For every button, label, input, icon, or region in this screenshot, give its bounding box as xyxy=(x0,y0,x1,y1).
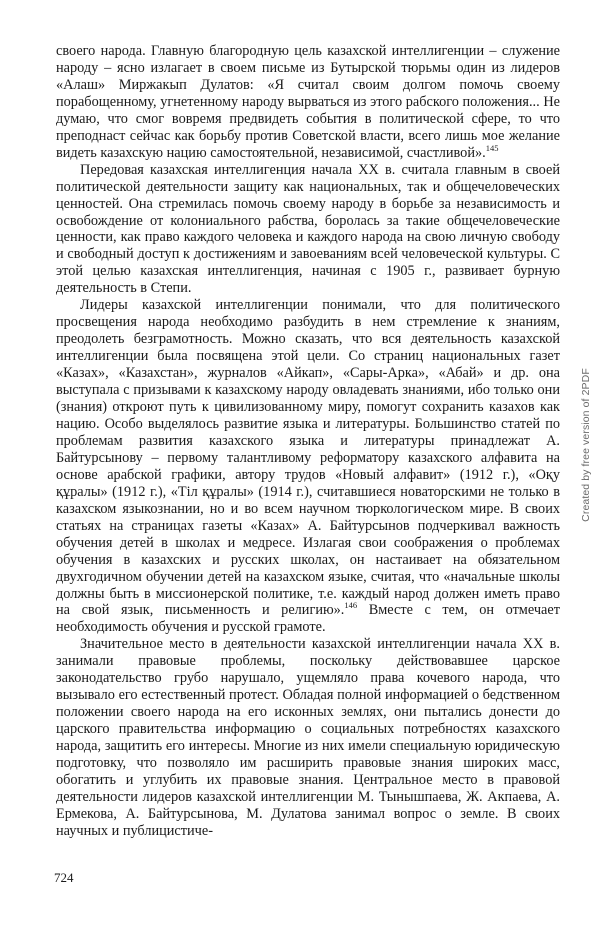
paragraph-3 xyxy=(56,297,560,636)
paragraph-3-text-end: Вместе с тем, он отмечает необходимость обучения и русской грамоте. xyxy=(56,602,560,636)
footnote-146: 146 xyxy=(344,600,358,611)
page-body xyxy=(56,43,560,840)
paragraph-3-text: Лидеры казахской интеллигенции понимали, что для политического просвещения народа необходимо разбудить в нем стремление к знаниям, преодолеть безграмотность. Можно сказать, что вся деятельность казахской интеллигенции была посвящена этой цели. Со страниц национальных газет «Казах», «Казахстан», журналов «Айкап», «Сары-Арка», «Абай» и др. она выступала с призывами к казахскому народу овладевать знаниями, ибо только они (знания) откроют путь к цивилизованному миру, помогут сохранить казахов как нацию. Особо выделялось развитие языка и литературы. Большинство статей по проблемам развития казахского языка и литературы принадлежат А. Байтурсынову – первому талантливому реформатору казахского алфавита на основе арабской графики, автору трудов «Новый алфавит» (1912 г.), «Оқу құралы» (1912 г.), «Тіл құралы» (1914 г.), считавшиеся новаторскими не только в казахском языкознании, но и во всем научном тюркологическом мире. В своих статьях на страницах газеты «Казах» А. Байтурсынов подчеркивал важность обучения детей в школах и медресе. Излагая свои соображения о проблемах обучения в казахских и русских школах, он настаивает на обязательном двухгодичном обучении детей на казахском языке, считая, что «начальные школы должны быть в миссионерской политике, т.е. каждый народ должен иметь право на свой язык, письменность и религию». xyxy=(56,297,560,619)
paragraph-1 xyxy=(56,43,560,162)
paragraph-1-text: своего народа. Главную благородную цель казахской интеллигенции – служение народу – ясно излагает в своем письме из Бутырской тюрьмы один из лидеров «Алаш» Миржакып Дулатов: «Я считал своим долгом помочь своему порабощенному, угнетенному народу вырваться из этого рабского положения... Не думаю, что смог вовремя предвидеть события в политической сфере, то что преподнаст сейчас как борьбу против Советской власти, всего лишь мое желание видеть казахскую нацию самостоятельной, независимой, счастливой». xyxy=(56,43,560,161)
watermark-text: Created by free version of 2PDF xyxy=(580,368,592,522)
paragraph-4: Значительное место в деятельности казахской интеллигенции начала XX в. занимали правовые проблемы, поскольку действовавшее царское законодательство грубо нарушало, ущемляло права кочевого народа, что вызывало его естественный протест. Обладая полной информацией о бедственном положении своего народа на его исконных землях, они пытались донести до царского правительства информацию о социальных потребностях казахского народа, защитить его интересы. Многие из них имели специальную юридическую подготовку, что позволяло им расширить правовые знания широких масс, обогатить и углубить их правовые знания. Центральное место в правовой деятельности лидеров казахской интеллигенции М. Тынышпаева, Ж. Акпаева, А. Ермекова, А. Байтурсынова, М. Дулатова занимал вопрос о земле. В своих научных и публицистиче- xyxy=(56,636,560,839)
paragraph-2: Передовая казахская интеллигенция начала XX в. считала главным в своей политической деятельности защиту как национальных, так и общечеловеческих ценностей. Она стремилась помочь своему народу в борьбе за независимость и освобождение от колониального рабства, боролась за такие общечеловеческие ценности, как право каждого человека и каждого народа на свою личную свободу и свободный доступ к достижениям и завоеваниям всей человеческой культуры. С этой целью казахская интеллигенция, начиная с 1905 г., развивает бурную деятельность в Степи. xyxy=(56,161,560,297)
footnote-145: 145 xyxy=(485,142,499,153)
page-number: 724 xyxy=(54,870,74,885)
